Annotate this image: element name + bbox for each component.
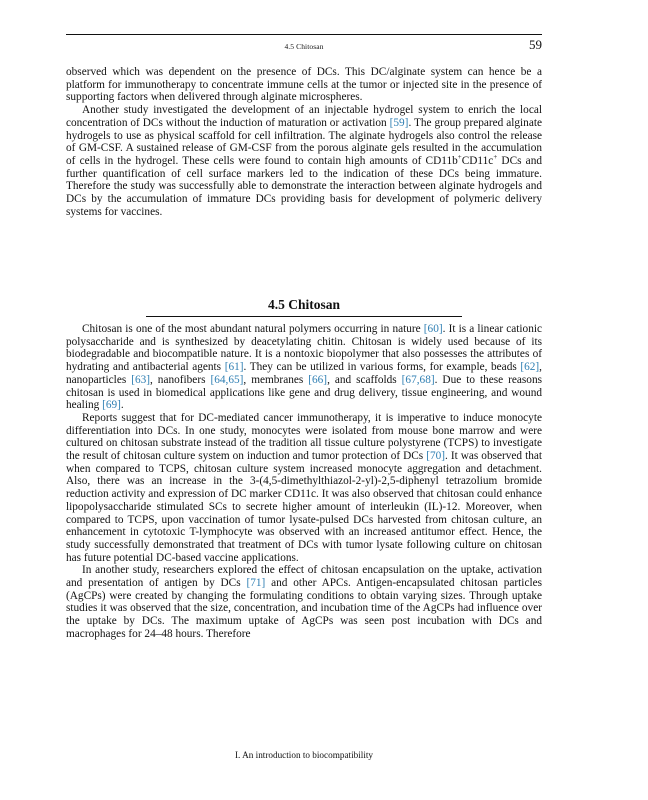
intro-text-block [66,66,542,218]
citation-link[interactable]: [64,65] [210,373,244,386]
text-run: . [120,399,124,412]
text-run: , membranes [243,373,309,386]
superscript: + [457,153,462,162]
text-run: . The group prepared alginate hydrogels to use as physical scaffold for cell infiltration. The alginate hydrogels also control the release of GM-CSF. A sustained release of GM-CSF from the porous alginate gels resulted in the accumulation of cells in the hydrogel. These cells were found to contain high amounts of CD11b [66,116,542,167]
text-run: Another study investigated the development of an injectable hydrogel system to enrich the local concentration of DCs without the induction of maturation or activation [66,104,542,129]
citation-link[interactable]: [61] [224,361,244,374]
citation-link[interactable]: [62] [520,361,540,374]
citation-link[interactable]: [59] [389,116,409,129]
citation-link[interactable]: [67,68] [401,373,435,386]
page-header [66,34,542,55]
text-run: Chitosan is one of the most abundant natural polymers occurring in nature [82,323,424,335]
text-run: . It was observed that when compared to TCPS, chitosan culture system increased monocyte aggregation and detachment. Also, there was an increase in the 3-(4,5-dimethylthiazol-2-yl)-2,5-diphenyl tetrazolium bromide reduction activity and expression of DC marker CD11c. It was also observed that chitosan could enhance lipopolysaccharide stimulated SCs to secrete higher amount of interleukin (IL)-12. Moreover, when compared to TCPS, upon vaccination of tumor lysate-pulsed DCs harvested from chitosan culture, an enhancement in cytotoxic T-lymphocyte was observed with an increased antitumor effect. Hence, the study successfully demonstrated that treatment of DCs with tumor lysate following culture on chitosan has future potential DC-based vaccine applications. [66,450,543,564]
citation-link[interactable]: [60] [423,323,443,335]
text-run: CD11c [461,154,494,167]
section-title: 4.5 Chitosan [267,297,340,312]
citation-link[interactable]: [70] [426,450,446,463]
superscript: + [493,153,498,162]
text-run: . It is a linear cationic polysaccharide and is synthesized by deacetylating chitin. Chitosan is widely used because of its biodegradable and biocompatible nature. It is a nontoxic biopolymer that also possesses the attributes of hydrating and antibacterial agents [66,323,542,374]
citation-link[interactable]: [66] [308,373,328,386]
book-page [66,0,542,800]
intro-paragraph-2 [66,104,542,218]
citation-link[interactable]: [63] [131,373,151,386]
text-run: , nanofibers [150,373,211,386]
text-run: Reports suggest that for DC-mediated cancer immunotherapy, it is imperative to induce monocyte differentiation into DCs. In one study, monocytes were isolated from mouse bone marrow and were cultured on chitosan substrate instead of the tradition all tissue culture polystyrene (TCPS) to investigate the result of chitosan culture system on induction and tumor protection of DCs [66,411,542,463]
page-footer: I. An introduction to biocompatibility [234,750,374,760]
chitosan-paragraph-1 [66,323,542,412]
text-run: , and scaffolds [327,373,402,386]
intro-paragraph-1 [66,66,542,104]
citation-link[interactable]: [69] [102,399,121,412]
intro-paragraph-1-text: observed which was dependent on the presence of DCs. This DC/alginate system can hence be a platform for immunotherapy to concentrate immune cells at the tumor or injected site in the presence of supporting factors when delivered through alginate microspheres. [66,66,542,104]
text-run: and other APCs. Antigen-encapsulated chitosan particles (AgCPs) were created by changing the formulating conditions to obtain varying sizes. Through uptake studies it was observed that the size, concentration, and incubation time of the AgCPs had influence over the uptake by DCs. The maximum uptake of AgCPs was seen post incubation with DCs and macrophages for 24–48 hours. Therefore [66,577,543,640]
chitosan-paragraph-2 [66,412,542,564]
text-run: In another study, researchers explored the effect of chitosan encapsulation on the uptake, activation and presentation of antigen by DCs [66,564,542,590]
text-run: , nanoparticles [66,361,542,386]
page-number: 59 [529,37,542,52]
chitosan-paragraph-3 [66,564,542,640]
running-head: 4.5 Chitosan [284,42,324,51]
text-run: . They can be utilized in various forms, for example, beads [243,361,521,374]
section-heading [146,296,462,317]
citation-link[interactable]: [71] [246,577,266,590]
text-run: DCs and further quantification of cell surface markers led to the indication of these DCs being immature. Therefore the study was successfully able to demonstrate the interaction between alginate hydrogels and DCs by the accumulation of immature DCs providing basis for development of polymeric delivery systems for vaccines. [66,154,542,218]
text-run: . Due to these reasons chitosan is used in biomedical applications like gene and drug delivery, tissue engineering, and wound healing [66,373,542,412]
chitosan-text-block [66,323,542,641]
